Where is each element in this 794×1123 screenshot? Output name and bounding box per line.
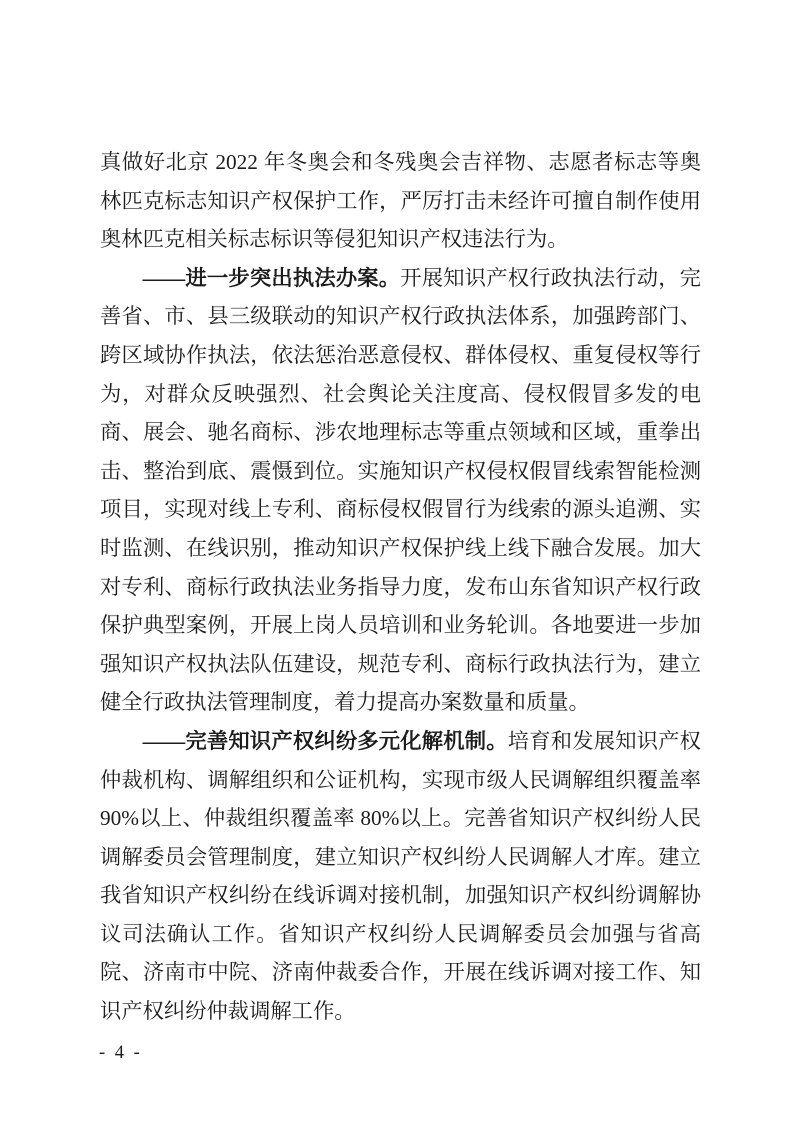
paragraph-text: 开展知识产权行政执法行动，完善省、市、县三级联动的知识产权行政执法体系，加强跨部门、跨区域协作执法，依法惩治恶意侵权、群体侵权、重复侵权等行为，对群众反映强烈、社会舆论关注度高、侵权假冒多发的电商、展会、驰名商标、涉农地理标志等重点领域和区域，重拳出击、整治到底、震慑到位。实施知识产权侵权假冒线索智能检测项目，实现对线上专利、商标侵权假冒行为线索的源头追溯、实时监测、在线识别，推动知识产权保护线上线下融合发展。加大对专利、商标行政执法业务指导力度，发布山东省知识产权行政保护典型案例，开展上岗人员培训和业务轮训。各地要进一步加强知识产权执法队伍建设，规范专利、商标行政执法行为，建立健全行政执法管理制度，着力提高办案数量和质量。 xyxy=(100,265,701,715)
paragraph-bold-lead: ——进一步突出执法办案。 xyxy=(142,265,401,290)
paragraph-bold-lead: ——完善知识产权纠纷多元化解机制。 xyxy=(142,728,508,753)
paragraph-enforcement xyxy=(100,259,701,722)
paragraph-text: 培育和发展知识产权仲裁机构、调解组织和公证机构，实现市级人民调解组织覆盖率 90%以上、仲裁组织覆盖率 80%以上。完善省知识产权纠纷人民调解委员会管理制度，建立知识产权纠纷人民调解人才库。建立我省知识产权纠纷在线诉调对接机制，加强知识产权纠纷调解协议司法确认工作。省知识产权纠纷人民调解委员会加强与省高院、济南市中院、济南仲裁委合作，开展在线诉调对接工作、知识产权纠纷仲裁调解工作。 xyxy=(100,728,701,1024)
paragraph-continuation xyxy=(100,143,701,259)
paragraph-text: 真做好北京 2022 年冬奥会和冬残奥会吉祥物、志愿者标志等奥林匹克标志知识产权保护工作，严厉打击未经许可擅自制作使用奥林匹克相关标志标识等侵犯知识产权违法行为。 xyxy=(100,150,701,252)
page-number: - 4 - xyxy=(99,1043,143,1063)
paragraph-dispute-resolution xyxy=(100,722,701,1031)
document-body xyxy=(100,143,701,1031)
